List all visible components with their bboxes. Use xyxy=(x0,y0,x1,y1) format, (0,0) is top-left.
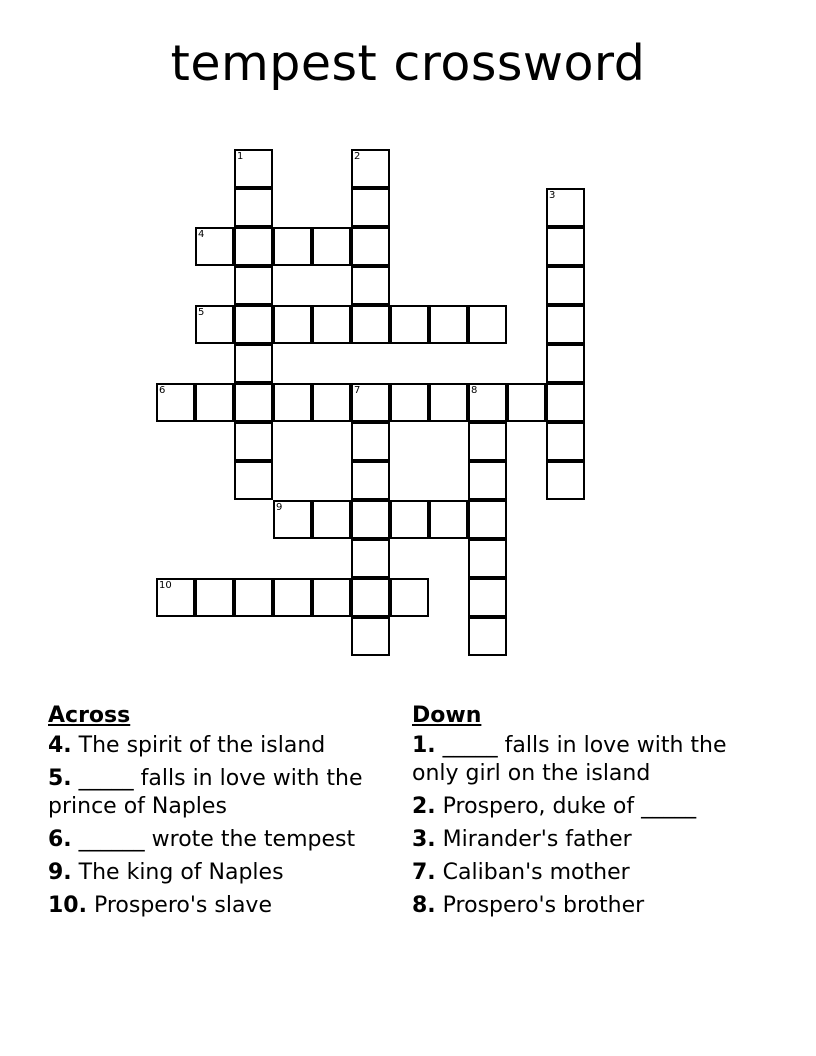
grid-cell[interactable] xyxy=(195,227,234,266)
clue-text: Mirander's father xyxy=(435,827,632,852)
grid-cell[interactable] xyxy=(234,266,273,305)
grid-cell[interactable] xyxy=(351,188,390,227)
grid-cell[interactable] xyxy=(390,578,429,617)
clue-number: 3. xyxy=(412,827,436,852)
grid-cell[interactable] xyxy=(546,227,585,266)
grid-cell[interactable] xyxy=(234,578,273,617)
down-heading: Down xyxy=(412,703,482,728)
clue-number: 8. xyxy=(412,893,436,918)
grid-cell[interactable] xyxy=(351,266,390,305)
grid-cell[interactable] xyxy=(351,422,390,461)
grid-cell[interactable] xyxy=(429,500,468,539)
grid-cell[interactable] xyxy=(312,227,351,266)
clue-text: ______ wrote the tempest xyxy=(71,827,356,852)
grid-cell[interactable] xyxy=(351,149,390,188)
clue-text: The king of Naples xyxy=(71,860,284,885)
grid-cell[interactable] xyxy=(468,578,507,617)
grid-cell[interactable] xyxy=(468,383,507,422)
grid-cell[interactable] xyxy=(468,617,507,656)
grid-cell[interactable] xyxy=(273,578,312,617)
clue-number: 1. xyxy=(412,733,436,758)
grid-cell[interactable] xyxy=(195,383,234,422)
grid-cell[interactable] xyxy=(234,305,273,344)
grid-cell[interactable] xyxy=(546,422,585,461)
clue-text: Prospero's slave xyxy=(86,893,272,918)
clue-number-label: 10 xyxy=(159,580,172,591)
down-clue-2 xyxy=(412,793,752,821)
down-clues xyxy=(412,702,752,925)
clue-number: 2. xyxy=(412,794,436,819)
down-clue-7 xyxy=(412,859,752,887)
clue-number: 7. xyxy=(412,860,436,885)
clue-number-label: 8 xyxy=(471,385,478,396)
across-clue-6 xyxy=(48,826,388,854)
grid-cell[interactable] xyxy=(546,188,585,227)
grid-cell[interactable] xyxy=(468,422,507,461)
clue-number-label: 6 xyxy=(159,385,166,396)
grid-cell[interactable] xyxy=(546,344,585,383)
grid-cell[interactable] xyxy=(546,305,585,344)
grid-cell[interactable] xyxy=(351,617,390,656)
grid-cell[interactable] xyxy=(390,500,429,539)
grid-cell[interactable] xyxy=(195,578,234,617)
clue-text: Caliban's mother xyxy=(435,860,630,885)
clue-text: Prospero, duke of _____ xyxy=(435,794,697,819)
grid-cell[interactable] xyxy=(273,383,312,422)
clue-number: 4. xyxy=(48,733,72,758)
clue-text: _____ falls in love with the only girl on the island xyxy=(412,733,727,786)
grid-cell[interactable] xyxy=(468,305,507,344)
clue-number-label: 4 xyxy=(198,229,205,240)
grid-cell[interactable] xyxy=(468,539,507,578)
down-clue-3 xyxy=(412,826,752,854)
grid-cell[interactable] xyxy=(351,578,390,617)
across-clue-5 xyxy=(48,765,388,821)
grid-cell[interactable] xyxy=(195,305,234,344)
grid-cell[interactable] xyxy=(234,422,273,461)
page-title: tempest crossword xyxy=(170,35,646,92)
across-clue-9 xyxy=(48,859,388,887)
grid-cell[interactable] xyxy=(234,383,273,422)
grid-cell[interactable] xyxy=(390,383,429,422)
down-clue-8 xyxy=(412,892,752,920)
grid-cell[interactable] xyxy=(507,383,546,422)
clue-number: 6. xyxy=(48,827,72,852)
grid-cell[interactable] xyxy=(468,461,507,500)
grid-cell[interactable] xyxy=(468,500,507,539)
clue-text: _____ falls in love with the prince of Naples xyxy=(48,766,363,819)
grid-cell[interactable] xyxy=(312,500,351,539)
grid-cell[interactable] xyxy=(546,383,585,422)
grid-cell[interactable] xyxy=(351,539,390,578)
across-clue-10 xyxy=(48,892,388,920)
grid-cell[interactable] xyxy=(234,227,273,266)
across-clue-4 xyxy=(48,732,388,760)
clue-number: 5. xyxy=(48,766,72,791)
grid-cell[interactable] xyxy=(546,461,585,500)
grid-cell[interactable] xyxy=(273,305,312,344)
across-heading: Across xyxy=(48,703,131,728)
grid-cell[interactable] xyxy=(312,578,351,617)
clue-number-label: 7 xyxy=(354,385,361,396)
clue-text: Prospero's brother xyxy=(435,893,645,918)
grid-cell[interactable] xyxy=(234,461,273,500)
across-clues xyxy=(48,702,388,925)
grid-cell[interactable] xyxy=(546,266,585,305)
clue-number-label: 9 xyxy=(276,502,283,513)
clue-number-label: 2 xyxy=(354,151,361,162)
grid-cell[interactable] xyxy=(351,461,390,500)
grid-cell[interactable] xyxy=(429,305,468,344)
clue-text: The spirit of the island xyxy=(71,733,326,758)
grid-cell[interactable] xyxy=(429,383,468,422)
grid-cell[interactable] xyxy=(234,188,273,227)
grid-cell[interactable] xyxy=(273,500,312,539)
clue-number-label: 3 xyxy=(549,190,556,201)
grid-cell[interactable] xyxy=(156,383,195,422)
clue-number: 9. xyxy=(48,860,72,885)
grid-cell[interactable] xyxy=(351,227,390,266)
clue-number-label: 5 xyxy=(198,307,205,318)
down-clue-1 xyxy=(412,732,752,788)
grid-cell[interactable] xyxy=(234,149,273,188)
grid-cell[interactable] xyxy=(351,500,390,539)
grid-cell[interactable] xyxy=(156,578,195,617)
grid-cell[interactable] xyxy=(273,227,312,266)
clue-number-label: 1 xyxy=(237,151,244,162)
grid-cell[interactable] xyxy=(351,305,390,344)
clue-number: 10. xyxy=(48,893,87,918)
grid-cell[interactable] xyxy=(234,344,273,383)
grid-cell[interactable] xyxy=(351,383,390,422)
grid-cell[interactable] xyxy=(390,305,429,344)
grid-cell[interactable] xyxy=(312,305,351,344)
grid-cell[interactable] xyxy=(312,383,351,422)
